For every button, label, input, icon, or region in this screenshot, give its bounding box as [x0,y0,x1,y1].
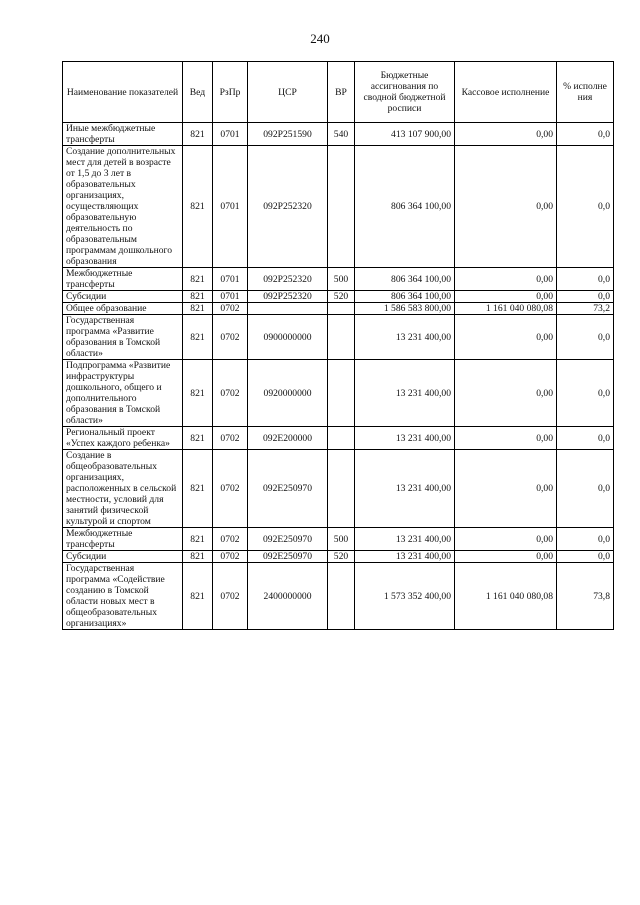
cell-budget-allocations: 13 231 400,00 [355,427,455,450]
cell-indicator-name: Региональный проект «Успех каждого ребенка» [63,427,183,450]
cell-execution-percent: 0,0 [557,146,614,268]
header-indicator-name: Наименование показателей [63,62,183,123]
cell-ved: 821 [183,268,213,291]
cell-indicator-name: Субсидии [63,291,183,303]
cell-vr [328,450,355,528]
cell-indicator-name: Иные межбюджетные трансферты [63,123,183,146]
cell-rzpr: 0702 [213,360,248,427]
cell-rzpr: 0701 [213,123,248,146]
cell-cash-execution: 0,00 [455,146,557,268]
cell-indicator-name: Общее образование [63,303,183,315]
table-row [63,123,614,146]
cell-rzpr: 0702 [213,528,248,551]
cell-indicator-name: Межбюджетные трансферты [63,528,183,551]
cell-vr [328,563,355,630]
cell-vr: 520 [328,291,355,303]
cell-cash-execution: 0,00 [455,123,557,146]
cell-rzpr: 0701 [213,268,248,291]
cell-cash-execution: 0,00 [455,427,557,450]
cell-ved: 821 [183,427,213,450]
table-row [63,303,614,315]
table-row [63,291,614,303]
cell-ved: 821 [183,123,213,146]
table-row [63,427,614,450]
cell-cash-execution: 1 161 040 080,08 [455,563,557,630]
cell-cash-execution: 0,00 [455,551,557,563]
table-row [63,146,614,268]
cell-rzpr: 0702 [213,450,248,528]
cell-vr: 500 [328,268,355,291]
cell-cash-execution: 0,00 [455,360,557,427]
cell-budget-allocations: 13 231 400,00 [355,315,455,360]
cell-execution-percent: 73,8 [557,563,614,630]
cell-execution-percent: 0,0 [557,427,614,450]
page-number: 240 [310,31,330,46]
cell-csr: 092P252320 [248,291,328,303]
header-ved: Вед [183,62,213,123]
cell-budget-allocations: 806 364 100,00 [355,291,455,303]
cell-vr [328,360,355,427]
cell-csr: 092P251590 [248,123,328,146]
cell-indicator-name: Создание дополнительных мест для детей в возрасте от 1,5 до 3 лет в образовательных организациях, осуществляющих образовательную деятельность по образовательным программам дошкольного образования [63,146,183,268]
table-row [63,268,614,291]
table-row [63,315,614,360]
cell-ved: 821 [183,315,213,360]
header-vr: ВР [328,62,355,123]
cell-vr [328,315,355,360]
header-csr: ЦСР [248,62,328,123]
header-budget-allocations: Бюджетные ассигнования по сводной бюджетной росписи [355,62,455,123]
cell-execution-percent: 0,0 [557,450,614,528]
cell-csr: 2400000000 [248,563,328,630]
cell-rzpr: 0702 [213,563,248,630]
cell-rzpr: 0702 [213,551,248,563]
cell-ved: 821 [183,360,213,427]
cell-vr: 540 [328,123,355,146]
cell-cash-execution: 0,00 [455,450,557,528]
cell-budget-allocations: 13 231 400,00 [355,360,455,427]
table-row [63,450,614,528]
cell-vr [328,303,355,315]
cell-execution-percent: 0,0 [557,360,614,427]
cell-budget-allocations: 13 231 400,00 [355,450,455,528]
cell-csr: 092P252320 [248,146,328,268]
cell-budget-allocations: 1 586 583 800,00 [355,303,455,315]
cell-execution-percent: 0,0 [557,315,614,360]
header-cash-execution: Кассовое исполнение [455,62,557,123]
cell-rzpr: 0701 [213,146,248,268]
cell-ved: 821 [183,450,213,528]
cell-budget-allocations: 806 364 100,00 [355,268,455,291]
cell-csr: 092E250970 [248,528,328,551]
header-rzpr: РзПр [213,62,248,123]
cell-vr: 500 [328,528,355,551]
cell-budget-allocations: 413 107 900,00 [355,123,455,146]
cell-rzpr: 0701 [213,291,248,303]
table-row [63,563,614,630]
cell-ved: 821 [183,146,213,268]
cell-ved: 821 [183,291,213,303]
cell-execution-percent: 0,0 [557,528,614,551]
cell-vr [328,427,355,450]
cell-indicator-name: Субсидии [63,551,183,563]
cell-execution-percent: 0,0 [557,123,614,146]
cell-indicator-name: Межбюджетные трансферты [63,268,183,291]
cell-budget-allocations: 13 231 400,00 [355,551,455,563]
cell-indicator-name: Государственная программа «Развитие образования в Томской области» [63,315,183,360]
table-row [63,551,614,563]
cell-cash-execution: 0,00 [455,291,557,303]
cell-ved: 821 [183,551,213,563]
cell-execution-percent: 0,0 [557,551,614,563]
cell-budget-allocations: 13 231 400,00 [355,528,455,551]
cell-budget-allocations: 806 364 100,00 [355,146,455,268]
cell-csr: 092P252320 [248,268,328,291]
cell-ved: 821 [183,563,213,630]
cell-csr: 092E250970 [248,450,328,528]
cell-execution-percent: 0,0 [557,268,614,291]
cell-ved: 821 [183,528,213,551]
cell-execution-percent: 0,0 [557,291,614,303]
cell-csr: 092E250970 [248,551,328,563]
table-row [63,528,614,551]
cell-rzpr: 0702 [213,303,248,315]
table-body [63,123,614,630]
cell-cash-execution: 1 161 040 080,08 [455,303,557,315]
cell-rzpr: 0702 [213,315,248,360]
cell-cash-execution: 0,00 [455,528,557,551]
cell-csr: 0900000000 [248,315,328,360]
cell-vr [328,146,355,268]
cell-cash-execution: 0,00 [455,268,557,291]
table-header-row [63,62,614,123]
cell-csr [248,303,328,315]
budget-table [62,61,614,630]
cell-budget-allocations: 1 573 352 400,00 [355,563,455,630]
cell-indicator-name: Подпрограмма «Развитие инфраструктуры дошкольного, общего и дополнительного образования в Томской области» [63,360,183,427]
cell-csr: 092E200000 [248,427,328,450]
cell-ved: 821 [183,303,213,315]
header-execution-percent: % исполне ния [557,62,614,123]
cell-vr: 520 [328,551,355,563]
cell-execution-percent: 73,2 [557,303,614,315]
table-row [63,360,614,427]
cell-indicator-name: Создание в общеобразовательных организациях, расположенных в сельской местности, условий для занятий физической культурой и спортом [63,450,183,528]
cell-cash-execution: 0,00 [455,315,557,360]
cell-csr: 0920000000 [248,360,328,427]
cell-indicator-name: Государственная программа «Содействие созданию в Томской области новых мест в общеобразовательных организациях» [63,563,183,630]
cell-rzpr: 0702 [213,427,248,450]
